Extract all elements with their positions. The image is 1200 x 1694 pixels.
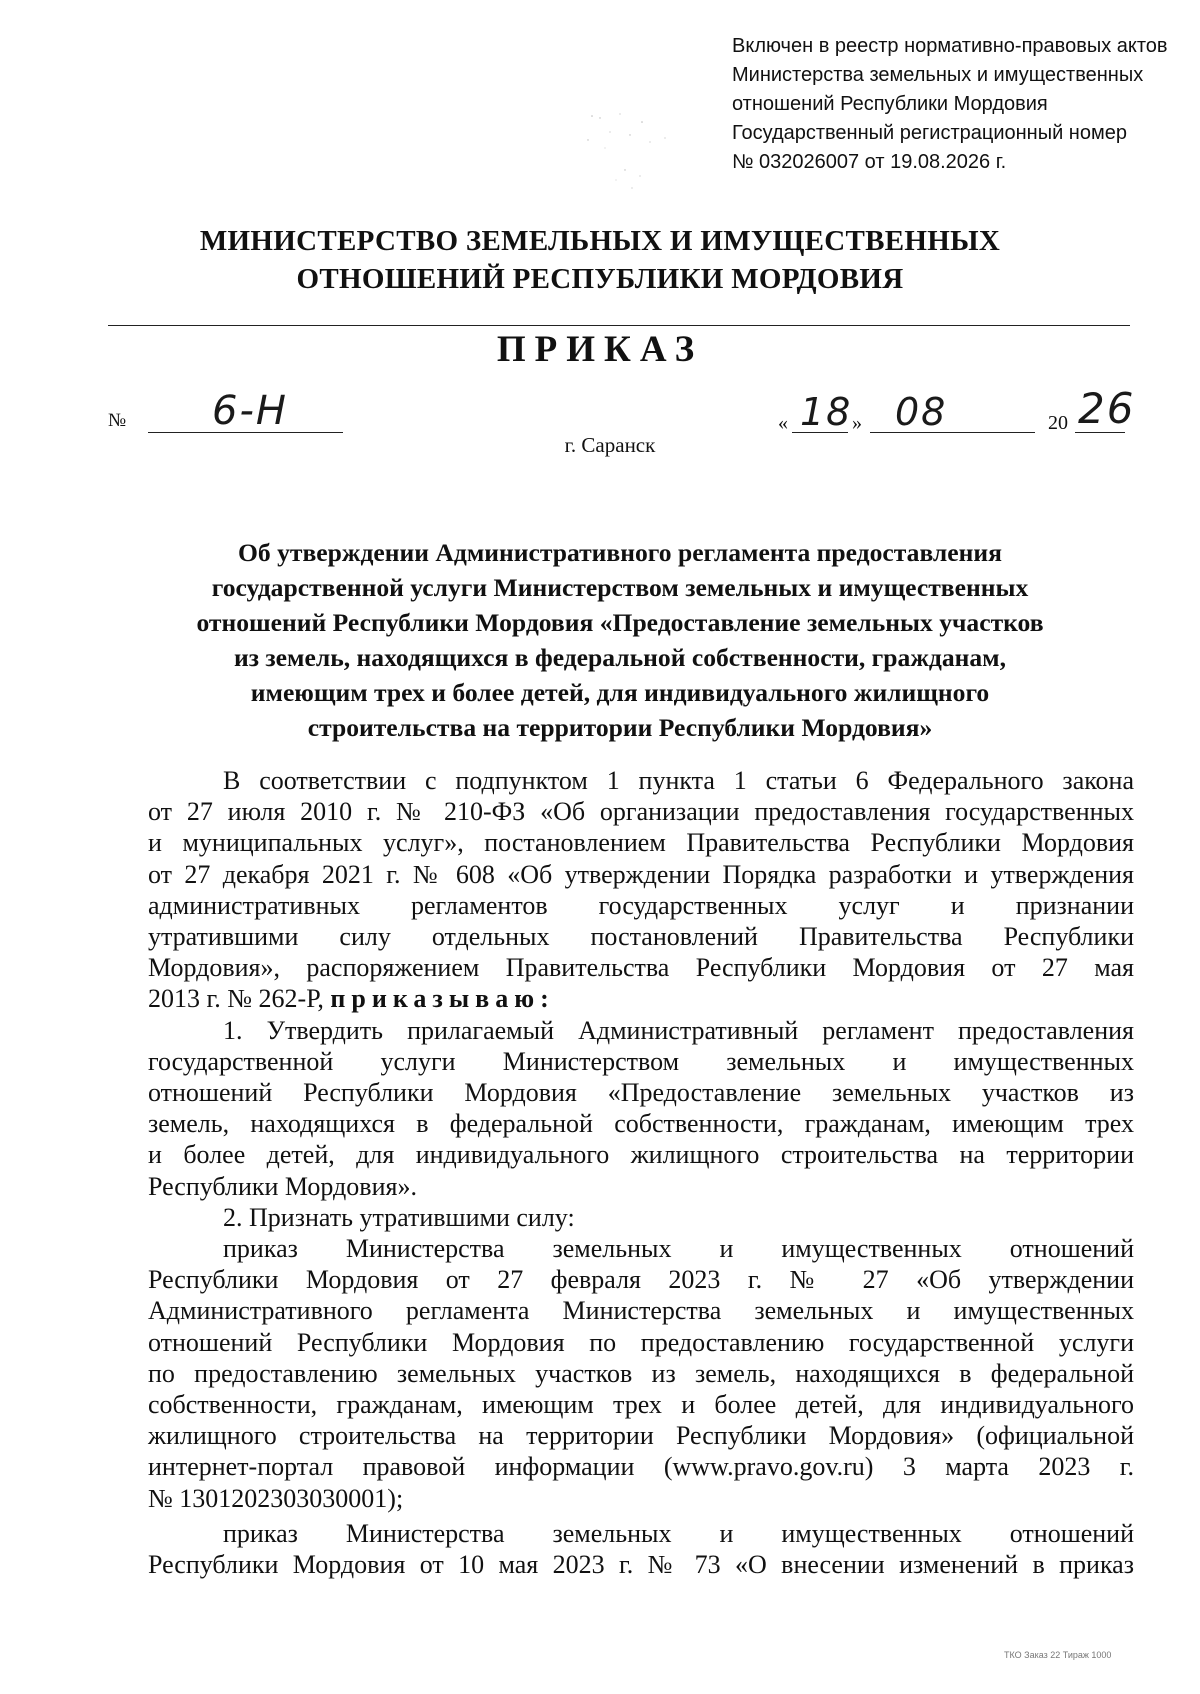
order-word: приказываю:: [330, 984, 555, 1014]
registry-stamp: [732, 32, 1177, 177]
order-subject: [140, 535, 1100, 745]
date-month-handwritten: 08: [895, 390, 948, 434]
date-day-handwritten: 18: [800, 390, 853, 434]
item-1-line: государственной услуги Министерством земельных и имущественных: [148, 1046, 1134, 1076]
body-line: от 27 декабря 2021 г. № 608 «Об утверждении Порядка разработки и утверждения: [148, 859, 1134, 889]
body-line: административных регламентов государственных услуг и признании: [148, 890, 1134, 920]
body-line: [148, 983, 1134, 1014]
item-2-heading: 2. Признать утратившими силу:: [223, 1202, 575, 1232]
item-1-line: отношений Республики Мордовия «Предоставление земельных участков из: [148, 1078, 1134, 1108]
item-2a-line: приказ Министерства земельных и имущественных отношений: [223, 1234, 1134, 1264]
header-divider: [108, 325, 1130, 326]
item-1-line: Республики Мордовия».: [148, 1171, 417, 1201]
subject-line: Об утверждении Административного регламента предоставления: [238, 538, 1002, 567]
order-body: [148, 765, 1134, 1580]
document-type-title: ПРИКАЗ: [496, 329, 704, 370]
item-2b-line: приказ Министерства земельных и имущественных отношений: [223, 1518, 1134, 1548]
item-2a-line: жилищного строительства на территории Республики Мордовия» (официальной: [148, 1421, 1134, 1451]
ministry-name: [0, 222, 1200, 298]
date-century: 20: [1048, 412, 1068, 434]
registry-line: Государственный регистрационный номер: [732, 122, 1127, 144]
city: г. Саранск: [564, 433, 656, 457]
body-line: утратившими силу отдельных постановлений Правительства Республики: [148, 922, 1134, 952]
subject-line: строительства на территории Республики Мордовия»: [307, 713, 933, 742]
body-line: Мордовия», распоряжением Правительства Республики Мордовия от 27 мая: [148, 953, 1134, 983]
subject-line: имеющим трех и более детей, для индивидуального жилищного: [250, 678, 990, 707]
date-quote-close: »: [852, 412, 862, 434]
registry-line: Включен в реестр нормативно-правовых актов: [732, 35, 1168, 57]
body-line: В соответствии с подпунктом 1 пункта 1 статьи 6 Федерального закона: [223, 766, 1134, 795]
date-quote-open: «: [778, 412, 788, 434]
subject-line: отношений Республики Мордовия «Предоставление земельных участков: [196, 608, 1044, 637]
item-2a-line: интернет-портал правовой информации (www.pravo.gov.ru) 3 марта 2023 г.: [148, 1452, 1134, 1482]
item-1-line: земель, находящихся в федеральной собственности, гражданам, имеющим трех: [148, 1109, 1134, 1139]
date-year-handwritten: 26: [1078, 384, 1136, 433]
item-2a-line: № 1301202303030001);: [148, 1483, 404, 1513]
body-line: и муниципальных услуг», постановлением Правительства Республики Мордовия: [148, 828, 1134, 858]
preamble-end: 2013 г. № 262-Р,: [148, 984, 324, 1014]
ministry-name-line-2: ОТНОШЕНИЙ РЕСПУБЛИКИ МОРДОВИЯ: [296, 263, 904, 295]
item-2a-line: Республики Мордовия от 27 февраля 2023 г. № 27 «Об утверждении: [148, 1265, 1134, 1295]
item-2a-line: собственности, гражданам, имеющим трех и более детей, для индивидуального: [148, 1390, 1134, 1420]
item-2a-line: отношений Республики Мордовия по предоставлению государственной услуги: [148, 1327, 1134, 1357]
item-1-line: и более детей, для индивидуального жилищного строительства на территории: [148, 1140, 1134, 1170]
body-line: от 27 июля 2010 г. № 210-ФЗ «Об организации предоставления государственных: [148, 797, 1134, 827]
registry-number: № 032026007 от 19.08.2026 г.: [732, 151, 1007, 173]
ministry-name-line-1: МИНИСТЕРСТВО ЗЕМЕЛЬНЫХ И ИМУЩЕСТВЕННЫХ: [199, 225, 1001, 257]
print-run-footer: ТКО Заказ 22 Тираж 1000: [1004, 1650, 1112, 1660]
scan-noise-marks: [580, 110, 675, 195]
item-2a-line: Административного регламента Министерства земельных и имущественных: [148, 1296, 1134, 1326]
subject-line: государственной услуги Министерством земельных и имущественных: [211, 573, 1029, 602]
item-1-line: 1. Утвердить прилагаемый Административный регламент предоставления: [223, 1015, 1134, 1045]
subject-line: из земель, находящихся в федеральной собственности, гражданам,: [233, 643, 1007, 672]
order-number-handwritten: 6-Н: [212, 388, 288, 434]
item-2a-line: по предоставлению земельных участков из земель, находящихся в федеральной: [148, 1358, 1134, 1388]
order-number-label: №: [108, 410, 127, 431]
registry-line: Министерства земельных и имущественных: [732, 64, 1144, 86]
registry-line: отношений Республики Мордовия: [732, 93, 1048, 115]
item-2b-line: Республики Мордовия от 10 мая 2023 г. № 73 «О внесении изменений в приказ: [148, 1550, 1134, 1580]
